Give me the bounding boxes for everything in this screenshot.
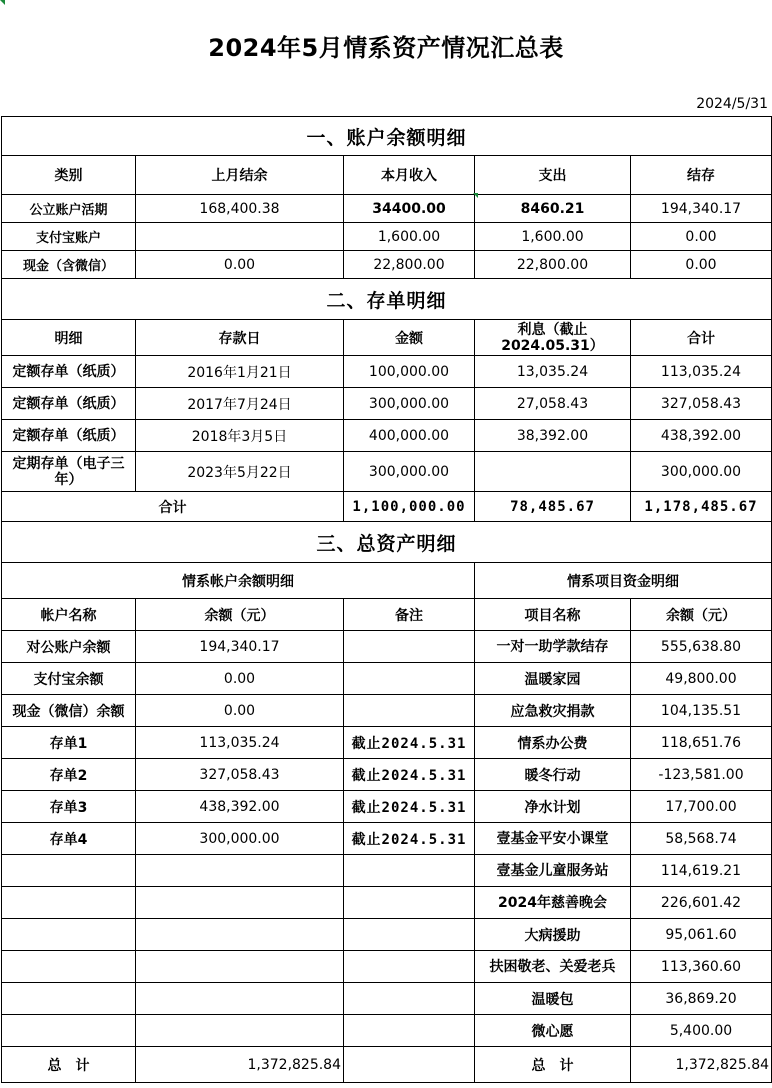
cell: 168,400.38 xyxy=(136,195,344,223)
cell xyxy=(344,983,475,1015)
cell xyxy=(344,1015,475,1047)
cell: 1,600.00 xyxy=(475,223,631,251)
total-sum: 1,178,485.67 xyxy=(631,492,772,522)
table-row xyxy=(2,791,772,823)
summary-table xyxy=(1,116,772,1083)
cell xyxy=(344,695,475,727)
cell xyxy=(344,951,475,983)
cell: 113,035.24 xyxy=(631,356,772,388)
cell xyxy=(136,1015,344,1047)
table-row xyxy=(2,855,772,887)
right-total-label: 总 计 xyxy=(475,1047,631,1083)
cell: 104,135.51 xyxy=(631,695,772,727)
cell: 定额存单（纸质） xyxy=(2,356,136,388)
page-title: 2024年5月情系资产情况汇总表 xyxy=(208,33,564,62)
cell-comment-marker xyxy=(0,0,5,5)
section3-title-row xyxy=(2,563,772,599)
col-header: 备注 xyxy=(344,599,475,631)
cell: 1,600.00 xyxy=(344,223,475,251)
cell: 226,601.42 xyxy=(631,887,772,919)
cell xyxy=(344,919,475,951)
cell: 存单1 xyxy=(2,727,136,759)
left-table-title: 情系帐户余额明细 xyxy=(2,563,475,599)
cell xyxy=(136,223,344,251)
cell: 13,035.24 xyxy=(475,356,631,388)
col-header: 合计 xyxy=(631,320,772,356)
cell: 27,058.43 xyxy=(475,388,631,420)
section3-header-row xyxy=(2,599,772,631)
cell: 100,000.00 xyxy=(344,356,475,388)
cell: 0.00 xyxy=(631,251,772,279)
cell: 17,700.00 xyxy=(631,791,772,823)
cell: 一对一助学款结存 xyxy=(475,631,631,663)
cell: 113,360.60 xyxy=(631,951,772,983)
col-header: 余额（元） xyxy=(136,599,344,631)
cell: 327,058.43 xyxy=(136,759,344,791)
cell: 22,800.00 xyxy=(344,251,475,279)
cell: 0.00 xyxy=(136,251,344,279)
table-row xyxy=(2,452,772,492)
col-header: 余额（元） xyxy=(631,599,772,631)
cell xyxy=(2,951,136,983)
cell xyxy=(136,983,344,1015)
col-header: 存款日 xyxy=(136,320,344,356)
cell: -123,581.00 xyxy=(631,759,772,791)
section1-header-row xyxy=(2,156,772,195)
total-amount: 1,100,000.00 xyxy=(344,492,475,522)
cell: 438,392.00 xyxy=(136,791,344,823)
cell: 现金（微信）余额 xyxy=(2,695,136,727)
table-row xyxy=(2,663,772,695)
table-row xyxy=(2,887,772,919)
table-row xyxy=(2,195,772,223)
cell xyxy=(136,919,344,951)
table-row xyxy=(2,631,772,663)
cell: 壹基金儿童服务站 xyxy=(475,855,631,887)
cell: 现金（含微信） xyxy=(2,251,136,279)
col-header: 明细 xyxy=(2,320,136,356)
table-row xyxy=(2,823,772,855)
cell: 0.00 xyxy=(136,663,344,695)
cell xyxy=(2,855,136,887)
cell: 2023年5月22日 xyxy=(136,452,344,492)
table-row xyxy=(2,420,772,452)
table-row xyxy=(2,223,772,251)
cell: 34400.00 xyxy=(344,195,475,223)
cell: 114,619.21 xyxy=(631,855,772,887)
cell: 118,651.76 xyxy=(631,727,772,759)
cell: 定额存单（纸质） xyxy=(2,388,136,420)
section3-body xyxy=(2,631,772,1047)
cell: 支付宝账户 xyxy=(2,223,136,251)
cell: 400,000.00 xyxy=(344,420,475,452)
cell: 49,800.00 xyxy=(631,663,772,695)
cell: 大病援助 xyxy=(475,919,631,951)
cell: 截止2024.5.31 xyxy=(344,727,475,759)
cell: 5,400.00 xyxy=(631,1015,772,1047)
cell: 存单3 xyxy=(2,791,136,823)
section1-heading: 一、账户余额明细 xyxy=(2,117,772,156)
cell: 定额存单（纸质） xyxy=(2,420,136,452)
cell xyxy=(2,983,136,1015)
col-header: 利息（截止2024.05.31） xyxy=(475,320,631,356)
total-label: 合计 xyxy=(2,492,344,522)
cell: 存单4 xyxy=(2,823,136,855)
cell: 38,392.00 xyxy=(475,420,631,452)
cell: 净水计划 xyxy=(475,791,631,823)
section2-header-row xyxy=(2,320,772,356)
cell: 95,061.60 xyxy=(631,919,772,951)
cell: 支付宝余额 xyxy=(2,663,136,695)
cell: 情系办公费 xyxy=(475,727,631,759)
cell xyxy=(2,1015,136,1047)
cell: 截止2024.5.31 xyxy=(344,759,475,791)
cell xyxy=(344,887,475,919)
cell: 438,392.00 xyxy=(631,420,772,452)
table-row xyxy=(2,727,772,759)
cell: 暖冬行动 xyxy=(475,759,631,791)
cell: 温暖包 xyxy=(475,983,631,1015)
cell: 定期存单（电子三年） xyxy=(2,452,136,492)
col-header: 项目名称 xyxy=(475,599,631,631)
cell: 截止2024.5.31 xyxy=(344,791,475,823)
cell: 截止2024.5.31 xyxy=(344,823,475,855)
table-row xyxy=(2,388,772,420)
cell xyxy=(136,855,344,887)
table-row xyxy=(2,356,772,388)
cell: 2016年1月21日 xyxy=(136,356,344,388)
col-header: 上月结余 xyxy=(136,156,344,195)
cell: 壹基金平安小课堂 xyxy=(475,823,631,855)
cell: 194,340.17 xyxy=(136,631,344,663)
cell xyxy=(344,663,475,695)
col-header: 支出 xyxy=(475,156,631,195)
left-total-label: 总 计 xyxy=(2,1047,136,1083)
right-total-value: 1,372,825.84 xyxy=(631,1047,772,1083)
col-header: 帐户名称 xyxy=(2,599,136,631)
cell xyxy=(136,951,344,983)
table-row xyxy=(2,983,772,1015)
cell: 温暖家园 xyxy=(475,663,631,695)
total-interest: 78,485.67 xyxy=(475,492,631,522)
cell: 300,000.00 xyxy=(631,452,772,492)
cell: 2017年7月24日 xyxy=(136,388,344,420)
table-row xyxy=(2,759,772,791)
cell: 0.00 xyxy=(136,695,344,727)
table-row xyxy=(2,251,772,279)
cell xyxy=(2,919,136,951)
cell: 22,800.00 xyxy=(475,251,631,279)
cell: 58,568.74 xyxy=(631,823,772,855)
cell: 8460.21 xyxy=(475,195,631,223)
cell: 327,058.43 xyxy=(631,388,772,420)
table-row xyxy=(2,1015,772,1047)
cell: 555,638.80 xyxy=(631,631,772,663)
section2-total-row xyxy=(2,492,772,522)
cell xyxy=(136,887,344,919)
cell: 300,000.00 xyxy=(136,823,344,855)
report-date: 2024/5/31 xyxy=(696,96,768,112)
cell: 扶困敬老、关爱老兵 xyxy=(475,951,631,983)
left-total-value: 1,372,825.84 xyxy=(136,1047,344,1083)
cell: 300,000.00 xyxy=(344,388,475,420)
cell: 微心愿 xyxy=(475,1015,631,1047)
cell: 对公账户余额 xyxy=(2,631,136,663)
cell: 应急救灾捐款 xyxy=(475,695,631,727)
cell: 36,869.20 xyxy=(631,983,772,1015)
table-row xyxy=(2,919,772,951)
table-row xyxy=(2,695,772,727)
cell: 194,340.17 xyxy=(631,195,772,223)
cell: 2024年慈善晚会 xyxy=(475,887,631,919)
col-header: 结存 xyxy=(631,156,772,195)
col-header: 类别 xyxy=(2,156,136,195)
col-header: 金额 xyxy=(344,320,475,356)
table-row xyxy=(2,951,772,983)
right-table-title: 情系项目资金明细 xyxy=(475,563,772,599)
cell xyxy=(344,855,475,887)
cell: 0.00 xyxy=(631,223,772,251)
cell: 存单2 xyxy=(2,759,136,791)
cell: 2018年3月5日 xyxy=(136,420,344,452)
cell xyxy=(344,631,475,663)
cell-comment-marker xyxy=(473,193,478,198)
section2-heading: 二、存单明细 xyxy=(2,279,772,320)
cell: 300,000.00 xyxy=(344,452,475,492)
cell xyxy=(344,1047,475,1083)
cell: 113,035.24 xyxy=(136,727,344,759)
section3-heading: 三、总资产明细 xyxy=(2,522,772,563)
cell xyxy=(2,887,136,919)
cell: 公立账户活期 xyxy=(2,195,136,223)
cell xyxy=(475,452,631,492)
section3-total-row xyxy=(2,1047,772,1083)
col-header: 本月收入 xyxy=(344,156,475,195)
